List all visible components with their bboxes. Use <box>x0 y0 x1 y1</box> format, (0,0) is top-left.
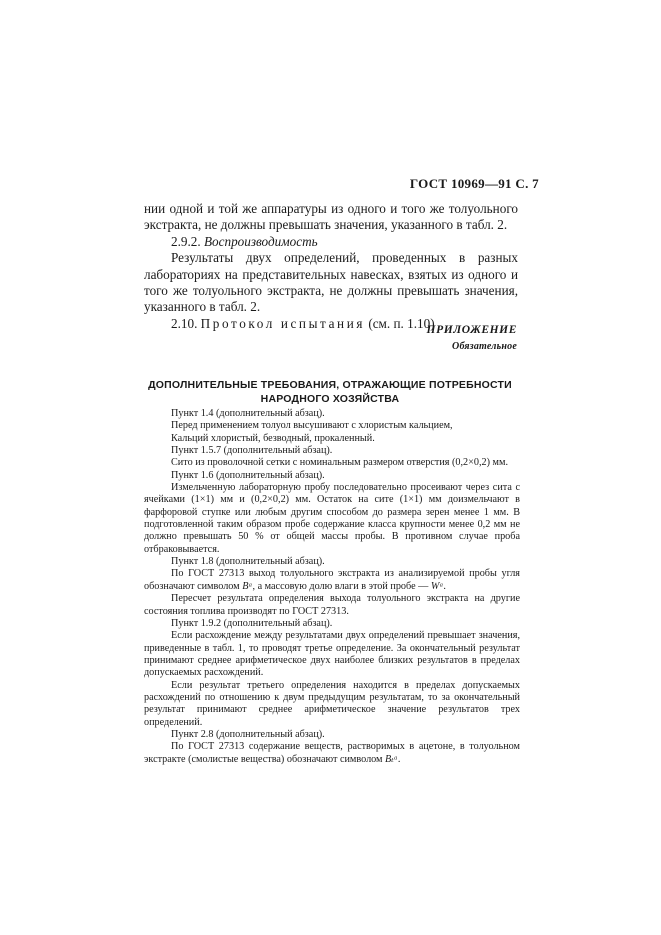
appendix-status: Обязательное <box>452 341 517 352</box>
section-title: Протокол испытания <box>200 315 366 331</box>
clause-heading: Пункт 1.6 (дополнительный абзац). <box>171 469 325 481</box>
paragraph: Кальций хлористый, безводный, прокаленный. <box>171 432 375 444</box>
paragraph-reproducibility: Результаты двух определений, проведенных в разных лабораториях на представительных навесках, взятых из одного и того же толуольного экстракта, не должны превышать значения, указанного в табл. 2. <box>144 250 518 315</box>
paragraph <box>144 568 520 593</box>
clause-heading: Пункт 1.4 (дополнительный абзац). <box>171 408 325 419</box>
subsection-2-9-2-heading <box>144 234 518 250</box>
section-reference: (см. п. 1.10) <box>368 315 435 331</box>
text-fragment: По ГОСТ 27313 содержание веществ, растворимых в ацетоне, в толуольном экстракте (смолистые вещества) обозначают символом <box>144 741 520 765</box>
text-fragment: , а массовую долю влаги в этой пробе — <box>252 580 431 592</box>
text-fragment: . <box>443 580 446 592</box>
clause-heading: Пункт 1.9.2 (дополнительный абзац). <box>171 617 333 629</box>
paragraph: Если результат третьего определения находится в пределах допускаемых расхождений по отношению к двум предыдущим результатам, то за окончательный результат принимают среднее арифметическое значение результатов трех определений. <box>144 679 520 728</box>
symbol: Bᵃ <box>242 580 253 592</box>
appendix-label: ПРИЛОЖЕНИЕ <box>426 324 517 336</box>
running-header: ГОСТ 10969—91 С. 7 <box>409 176 539 191</box>
paragraph: Пересчет результата определения выхода толуольного экстракта на другие состояния топлива производят по ГОСТ 27313. <box>144 593 520 617</box>
subsection-number: 2.9.2. <box>171 233 201 249</box>
symbol: Bₜᵃ <box>385 753 398 765</box>
text-fragment: По ГОСТ 27313 выход толуольного экстракта из анализируемой пробы угля обозначают символом <box>144 568 520 592</box>
appendix-title-line-2: НАРОДНОГО ХОЗЯЙСТВА <box>260 393 400 405</box>
appendix-title <box>140 378 520 406</box>
clause-heading: Пункт 2.8 (дополнительный абзац). <box>171 728 325 740</box>
paragraph: Перед применением толуол высушивают с хлористым кальцием, <box>171 420 453 432</box>
appendix-title-line-1: ДОПОЛНИТЕЛЬНЫЕ ТРЕБОВАНИЯ, ОТРАЖАЮЩИЕ ПОТРЕБНОСТИ <box>148 379 512 391</box>
section-number: 2.10. <box>171 315 198 331</box>
paragraph-repeatability-end: нии одной и той же аппаратуры из одного и того же толуольного экстракта, не должны превышать значения, указанного в табл. 2. <box>144 201 518 233</box>
clause-heading: Пункт 1.5.7 (дополнительный абзац). <box>171 445 333 457</box>
subsection-title: Воспроизводимость <box>203 233 318 249</box>
clause-heading: Пункт 1.8 (дополнительный абзац). <box>171 556 325 568</box>
paragraph <box>144 741 520 766</box>
appendix-body <box>144 408 520 766</box>
paragraph: Если расхождение между результатами двух определений превышает значения, приведенные в табл. 1, то проводят третье определение. За окончательный результат принимают среднее арифметическое двух наиболее близких результатов в пределах допускаемых расхождений. <box>144 630 520 679</box>
section-2-9-text <box>144 201 518 332</box>
paragraph: Измельченную лабораторную пробу последовательно просеивают через сита с ячейками (1×1) мм и (0,2×0,2) мм. Остаток на сите (1×1) мм доизмельчают в фарфоровой ступке или любым другим способом до размера зерен менее 1 мм. В подготовленной таким образом пробе содержание класса крупности менее 0,2 мм не должно превышать 50 % от общей массы пробы. В противном случае проба отбраковывается. <box>144 482 520 555</box>
paragraph: Сито из проволочной сетки с номинальным размером отверстия (0,2×0,2) мм. <box>171 457 508 469</box>
symbol: Wᵃ <box>430 580 444 592</box>
text-fragment: . <box>397 753 401 765</box>
